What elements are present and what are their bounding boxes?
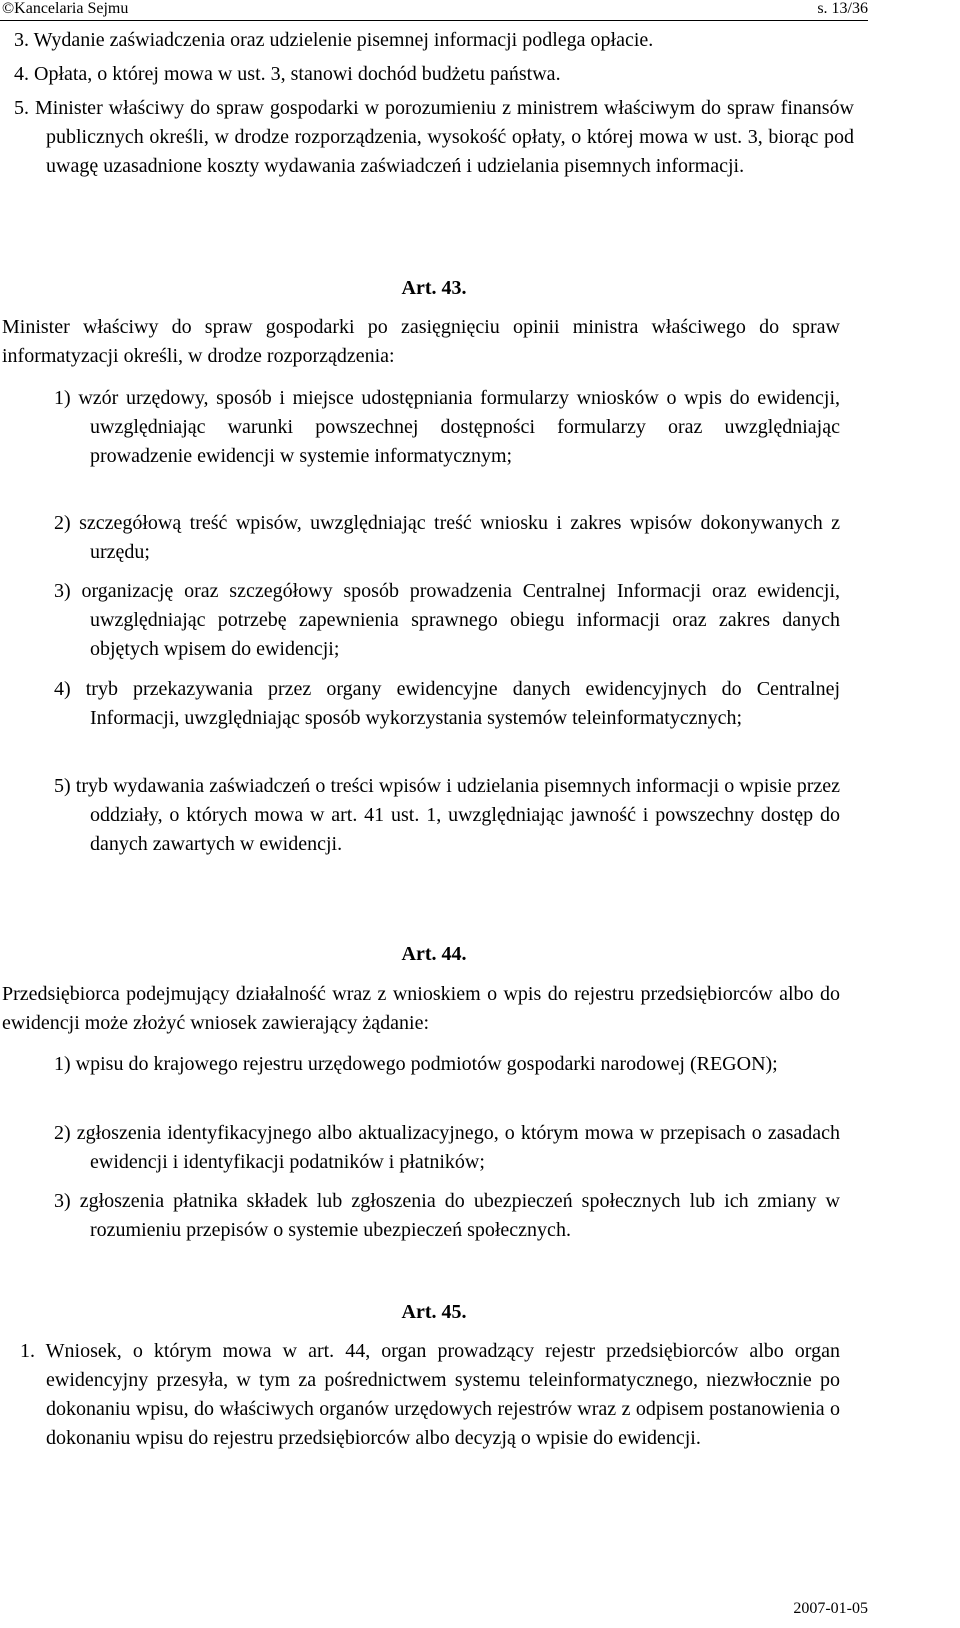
article-43-item-4: 4) tryb przekazywania przez organy ewidencyjne danych ewidencyjnych do Centralnej Informacji, uwzględniając sposób wykorzystania systemów teleinformatycznych; <box>54 678 840 729</box>
header-page-number: s. 13/36 <box>817 0 868 17</box>
footer-date: 2007-01-05 <box>793 1600 868 1617</box>
article-43-item-3: 3) organizację oraz szczegółowy sposób prowadzenia Centralnej Informacji oraz ewidencji, uwzględniając potrzebę zapewnienia sprawnego obiegu informacji oraz zakres danych objętych wpisem do ewidencji; <box>54 580 840 660</box>
paragraph-item-5: 5. Minister właściwy do spraw gospodarki w porozumieniu z ministrem właściwym do spraw finansów publicznych określi, w drodze rozporządzenia, wysokość opłaty, o której mowa w ust. 3, biorąc pod uwagę uzasadnione koszty wydawania zaświadczeń i udzielania pisemnych informacji. <box>14 97 854 177</box>
article-45-heading: Art. 45. <box>401 1301 467 1323</box>
article-44-item-2: 2) zgłoszenia identyfikacyjnego albo aktualizacyjnego, o którym mowa w przepisach o zasadach ewidencji i identyfikacji podatników i płatników; <box>54 1122 840 1173</box>
paragraph-item-3: 3. Wydanie zaświadczenia oraz udzielenie pisemnej informacji podlega opłacie. <box>14 29 654 51</box>
article-43-item-1: 1) wzór urzędowy, sposób i miejsce udostępniania formularzy wniosków o wpis do ewidencji, uwzględniając warunki powszechnej dostępności formularzy oraz uwzględniając prowadzenie ewidencji w systemie informatycznym; <box>54 387 840 467</box>
paragraph-item-4: 4. Opłata, o której mowa w ust. 3, stanowi dochód budżetu państwa. <box>14 63 561 85</box>
article-43-heading: Art. 43. <box>401 277 467 299</box>
article-43-item-5: 5) tryb wydawania zaświadczeń o treści wpisów i udzielania pisemnych informacji o wpisie przez oddziały, o których mowa w art. 41 ust. 1, uwzględniając jawność i powszechny dostęp do danych zawartych w ewidencji. <box>54 775 840 855</box>
header-copyright: ©Kancelaria Sejmu <box>2 0 129 17</box>
article-44-item-1: 1) wpisu do krajowego rejestru urzędowego podmiotów gospodarki narodowej (REGON); <box>54 1053 778 1075</box>
article-43-item-2: 2) szczegółową treść wpisów, uwzględniając treść wniosku i zakres wpisów dokonywanych z urzędu; <box>54 512 840 563</box>
article-43-intro: Minister właściwy do spraw gospodarki po zasięgnięciu opinii ministra właściwego do spraw informatyzacji określi, w drodze rozporządzenia: <box>2 316 840 367</box>
article-45-item-1: 1. Wniosek, o którym mowa w art. 44, organ prowadzący rejestr przedsiębiorców albo organ ewidencyjny przesyła, w tym za pośrednictwem systemu teleinformatycznego, niezwłocznie po dokonaniu wpisu, do właściwych organów urzędowych rejestrów wraz z odpisem postanowienia o dokonaniu wpisu do rejestru przedsiębiorców albo decyzją o wpisie do ewidencji. <box>20 1340 840 1449</box>
article-44-intro: Przedsiębiorca podejmujący działalność wraz z wnioskiem o wpis do rejestru przedsiębiorców albo do ewidencji może złożyć wniosek zawierający żądanie: <box>2 983 840 1034</box>
article-44-heading: Art. 44. <box>401 943 467 965</box>
header-rule <box>0 20 868 21</box>
article-44-item-3: 3) zgłoszenia płatnika składek lub zgłoszenia do ubezpieczeń społecznych lub ich zmiany w rozumieniu przepisów o systemie ubezpieczeń społecznych. <box>54 1190 840 1241</box>
